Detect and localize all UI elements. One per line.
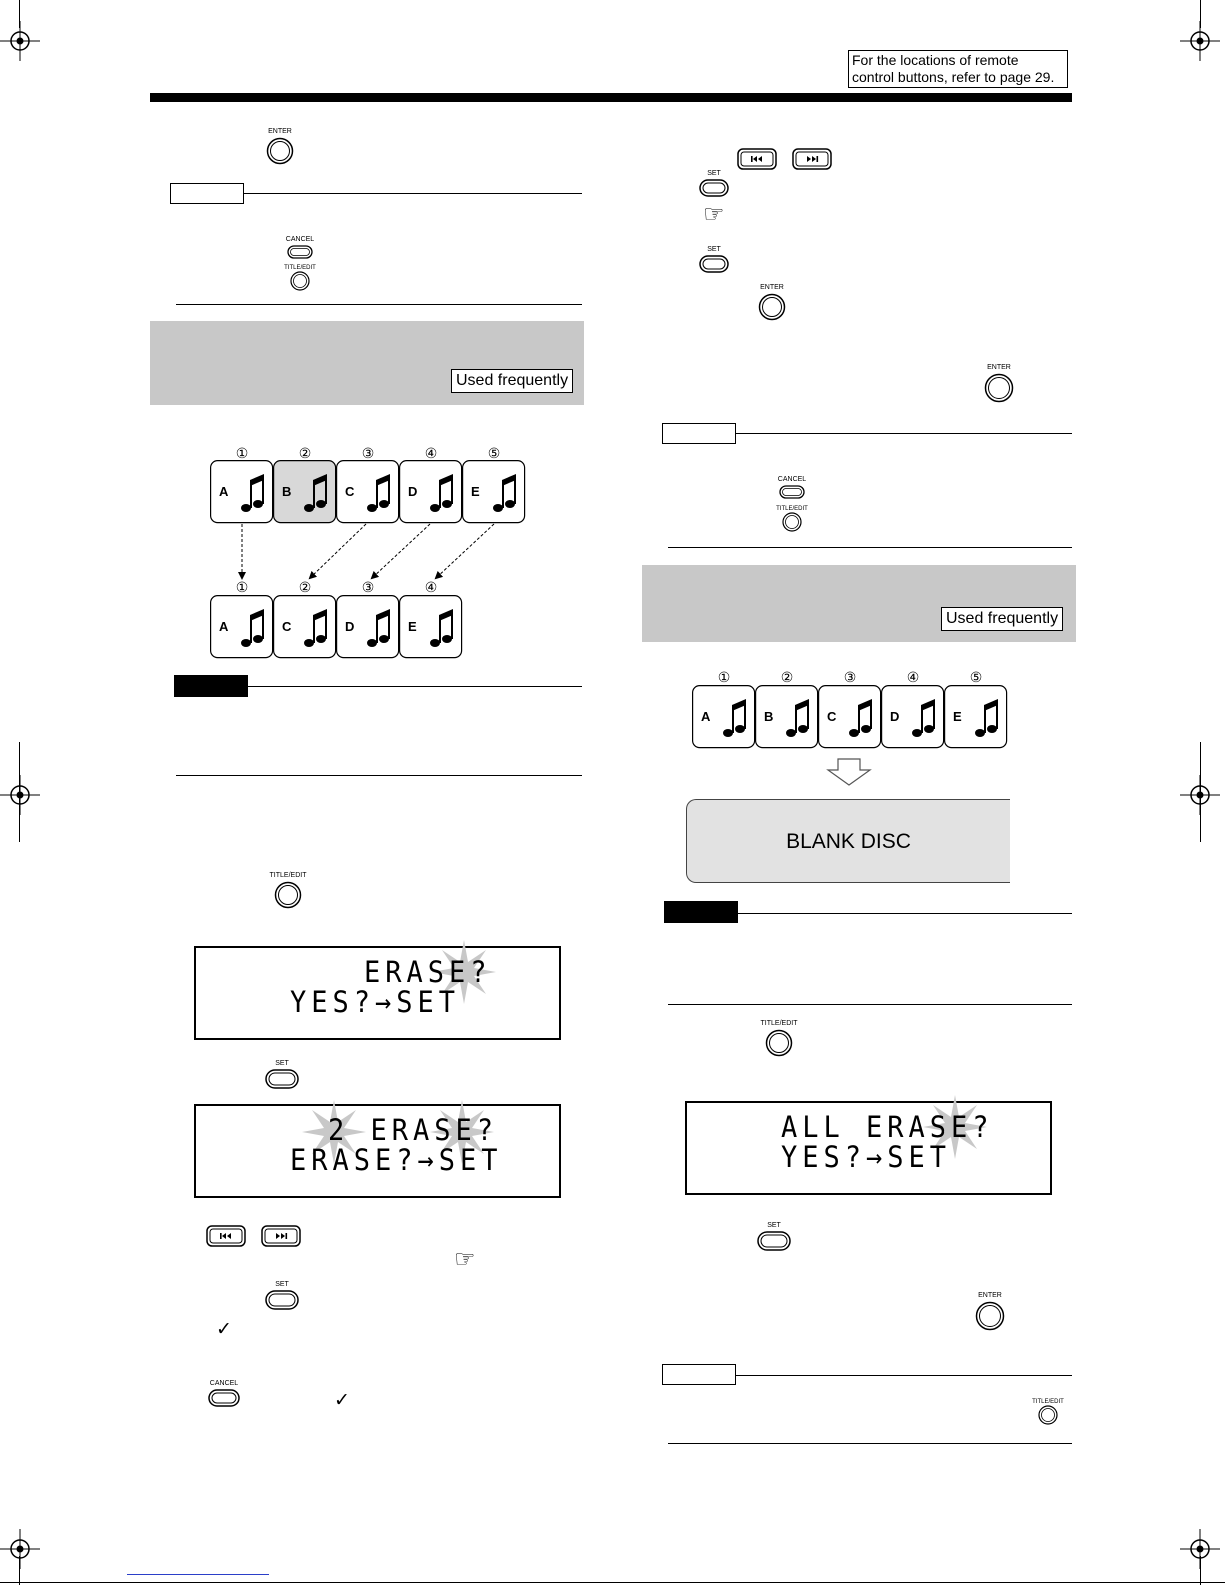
note-top-rule	[736, 1375, 1072, 1376]
enter-button-icon	[266, 137, 294, 165]
title-edit-button-icon	[782, 512, 802, 532]
track-number: ④	[906, 669, 920, 685]
set-button-icon	[265, 1290, 299, 1310]
set-button[interactable]: SET	[697, 170, 731, 198]
crop-mark	[19, 742, 20, 842]
caution-bottom-rule	[668, 1004, 1072, 1005]
display-line-1: ALL ERASE?	[781, 1110, 994, 1145]
track-number: ①	[235, 579, 249, 595]
skip-back-button[interactable]	[737, 148, 777, 170]
track-letter: A	[219, 619, 229, 634]
remote-reference-note: For the locations of remote control buttons, refer to page 29.	[848, 50, 1068, 88]
cancel-button-icon	[208, 1389, 240, 1407]
skip-forward-button[interactable]	[261, 1225, 301, 1247]
caution-top-rule	[738, 913, 1072, 914]
track-number: ②	[298, 579, 312, 595]
enter-button[interactable]: ENTER	[974, 1292, 1006, 1332]
display-all-erase-prompt	[685, 1101, 1052, 1195]
title-edit-button-icon	[1038, 1405, 1058, 1425]
track-number: ③	[361, 445, 375, 461]
track-number: ⑤	[487, 445, 501, 461]
crop-mark	[1200, 1556, 1201, 1585]
note-bottom-rule	[668, 1443, 1072, 1444]
set-button-icon	[699, 179, 729, 197]
track-number: ③	[843, 669, 857, 685]
track-letter: B	[764, 709, 774, 724]
footer-rule	[0, 1582, 1225, 1583]
set-button-icon	[699, 255, 729, 273]
title-edit-button[interactable]: TITLE/EDIT	[266, 872, 310, 910]
track-row-icons	[692, 685, 1012, 749]
track-letter: B	[282, 484, 292, 499]
title-edit-button[interactable]: TITLE/EDIT	[756, 1020, 802, 1058]
title-edit-button[interactable]: TITLE/EDIT	[776, 505, 808, 535]
caution-top-rule	[248, 686, 582, 687]
track-letter: C	[282, 619, 292, 634]
registration-mark	[0, 1529, 40, 1569]
skip-back-button[interactable]	[206, 1225, 246, 1247]
display-line-2: YES?→SET	[290, 985, 461, 1020]
note-tag	[662, 1364, 736, 1385]
track-letter: A	[701, 709, 711, 724]
track-number: ②	[298, 445, 312, 461]
track-letter: E	[408, 619, 417, 634]
enter-button[interactable]: ENTER	[983, 364, 1015, 404]
registration-mark	[0, 775, 40, 815]
set-button[interactable]: SET	[264, 1281, 300, 1311]
enter-button-icon	[984, 373, 1014, 403]
track-letter: A	[219, 484, 229, 499]
note-tag	[170, 183, 244, 204]
display-track-erase-prompt	[194, 1104, 561, 1198]
track-number: ①	[717, 669, 731, 685]
crop-mark	[19, 1556, 20, 1585]
check-mark-icon: ✓	[334, 1390, 350, 1411]
blank-disc-display	[686, 799, 1010, 883]
set-button-icon	[265, 1069, 299, 1089]
display-line-1: 2 ERASE?	[328, 1113, 499, 1148]
track-number: ③	[361, 579, 375, 595]
cancel-button[interactable]: CANCEL	[776, 476, 808, 501]
note-bottom-rule	[176, 304, 582, 305]
title-edit-button-icon	[274, 881, 302, 909]
caution-tag	[664, 901, 738, 923]
track-number: ⑤	[969, 669, 983, 685]
display-line-1: ERASE?	[364, 955, 492, 990]
note-bottom-rule	[668, 547, 1072, 548]
footer-link-underline	[127, 1574, 269, 1575]
title-edit-button-icon	[765, 1029, 793, 1057]
crop-mark	[1200, 742, 1201, 842]
title-edit-button[interactable]: TITLE/EDIT	[284, 264, 316, 294]
enter-button-icon	[758, 293, 786, 321]
cancel-button-icon	[287, 245, 313, 259]
used-frequently-badge: Used frequently	[941, 607, 1063, 631]
set-button[interactable]: SET	[697, 246, 731, 274]
caution-bottom-rule	[176, 775, 582, 776]
display-erase-prompt	[194, 946, 561, 1040]
down-arrow-icon	[826, 758, 872, 786]
check-mark-icon: ✓	[216, 1319, 232, 1340]
used-frequently-badge: Used frequently	[451, 369, 573, 393]
enter-button[interactable]: ENTER	[264, 128, 296, 166]
enter-button[interactable]: ENTER	[756, 284, 788, 322]
track-letter: D	[890, 709, 900, 724]
set-button[interactable]: SET	[756, 1222, 792, 1252]
crop-mark	[19, 0, 20, 28]
track-letter: E	[471, 484, 480, 499]
track-letter: C	[827, 709, 837, 724]
header-rule	[150, 93, 1072, 102]
pointing-hand-icon: ☞	[703, 201, 725, 228]
display-line-2: ERASE?→SET	[290, 1143, 503, 1178]
registration-mark	[0, 21, 40, 61]
cancel-button[interactable]: CANCEL	[207, 1380, 241, 1410]
title-edit-button[interactable]: TITLE/EDIT	[1032, 1398, 1064, 1428]
set-button[interactable]: SET	[264, 1060, 300, 1090]
cancel-button[interactable]: CANCEL	[284, 236, 316, 261]
note-tag	[662, 423, 736, 444]
track-letter: D	[408, 484, 418, 499]
pointing-hand-icon: ☞	[454, 1246, 476, 1273]
track-row-icons	[210, 460, 530, 524]
enter-button-icon	[975, 1301, 1005, 1331]
note-top-rule	[244, 193, 582, 194]
track-letter: D	[345, 619, 355, 634]
track-number: ①	[235, 445, 249, 461]
blank-disc-text: BLANK DISC	[786, 830, 911, 853]
set-button-icon	[757, 1231, 791, 1251]
track-letter: C	[345, 484, 355, 499]
display-line-2: YES?→SET	[781, 1140, 952, 1175]
track-number: ④	[424, 445, 438, 461]
caution-tag	[174, 675, 248, 697]
cancel-button-icon	[779, 485, 805, 499]
skip-forward-button[interactable]	[792, 148, 832, 170]
title-edit-button-icon	[290, 271, 310, 291]
track-row-icons	[210, 595, 466, 659]
track-number: ②	[780, 669, 794, 685]
track-number: ④	[424, 579, 438, 595]
crop-mark	[1200, 0, 1201, 28]
track-shift-arrows	[230, 522, 510, 582]
track-letter: E	[953, 709, 962, 724]
note-top-rule	[736, 433, 1072, 434]
